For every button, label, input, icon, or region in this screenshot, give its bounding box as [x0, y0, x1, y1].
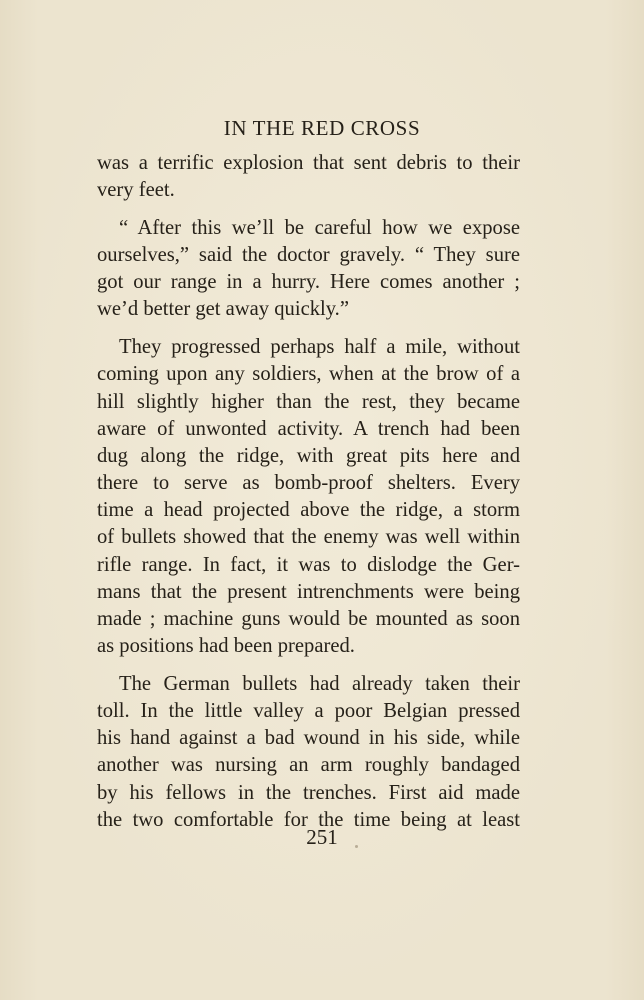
page-number: 251: [306, 825, 338, 849]
text-line: very feet.: [97, 179, 175, 202]
paragraph: [97, 215, 520, 324]
running-head: IN THE RED CROSS: [223, 116, 421, 140]
text-line: of bullets showed that the enemy was well within: [97, 526, 520, 549]
text-line: aware of unwonted activity. A trench had been: [97, 417, 520, 440]
text-line: we’d better get away quickly.”: [97, 298, 349, 321]
text-line: another was nursing an arm roughly bandaged: [97, 754, 520, 777]
text-line: time a head projected above the ridge, a storm: [97, 499, 520, 522]
text-line: by his fellows in the trenches. First aid made: [97, 781, 520, 804]
text-line: mans that the present intrenchments were being: [97, 580, 520, 603]
paragraph: [97, 671, 520, 834]
text-line: coming upon any soldiers, when at the brow of a: [97, 363, 520, 386]
text-line: there to serve as bomb-proof shelters. Every: [97, 472, 520, 495]
paragraph: [97, 150, 520, 204]
text-line: his hand against a bad wound in his side, while: [97, 727, 520, 750]
text-line: made ; machine guns would be mounted as soon: [97, 608, 520, 630]
text-line: the two comfortable for the time being at least: [97, 808, 520, 831]
text-line: toll. In the little valley a poor Belgian pressed: [97, 700, 520, 723]
paragraph: [97, 334, 520, 660]
paper-speck: [355, 845, 358, 848]
text-line: as positions had been prepared.: [97, 635, 355, 658]
text-line: dug along the ridge, with great pits here and: [97, 444, 520, 467]
text-line: ourselves,” said the doctor gravely. “ They sure: [97, 244, 520, 267]
text-line: They progressed perhaps half a mile, without: [119, 336, 520, 359]
text-line: The German bullets had already taken their: [119, 672, 520, 695]
text-line: got our range in a hurry. Here comes another ;: [97, 271, 520, 294]
body-text: [97, 150, 520, 845]
text-line: hill slightly higher than the rest, they became: [97, 390, 520, 413]
text-line: “ After this we’ll be careful how we expose: [119, 216, 520, 239]
text-line: was a terrific explosion that sent debris to their: [97, 152, 520, 174]
text-line: rifle range. In fact, it was to dislodge the Ger-: [97, 553, 520, 576]
